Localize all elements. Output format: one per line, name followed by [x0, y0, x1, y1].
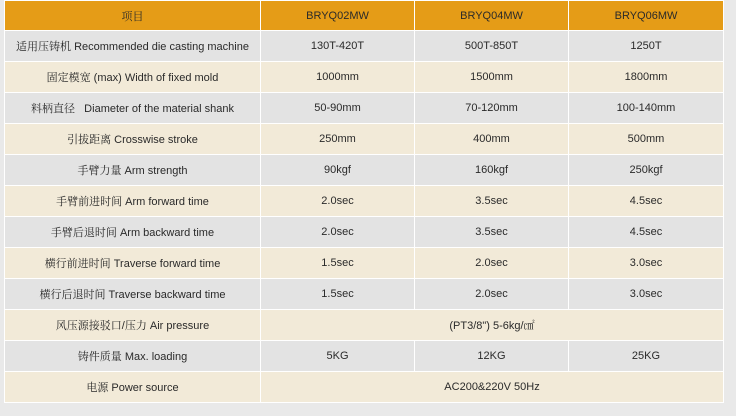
cell-value: 160kgf: [415, 155, 569, 186]
cell-value: 100-140mm: [569, 93, 724, 124]
cell-value: 4.5sec: [569, 217, 724, 248]
spec-table: [4, 0, 724, 403]
row-label: 适用压铸机 Recommended die casting machine: [5, 31, 261, 62]
header-model-2: BRYQ04MW: [415, 1, 569, 31]
cell-value: 5KG: [261, 341, 415, 372]
table-row: [5, 279, 724, 310]
cell-value: 1800mm: [569, 62, 724, 93]
table-row: [5, 186, 724, 217]
row-label: 料柄直径 Diameter of the material shank: [5, 93, 261, 124]
table-body: [5, 31, 724, 403]
row-label: 铸件质量 Max. loading: [5, 341, 261, 372]
table-row: [5, 31, 724, 62]
cell-value: 2.0sec: [261, 217, 415, 248]
row-label: 手臂后退时间 Arm backward time: [5, 217, 261, 248]
cell-value: 1.5sec: [261, 279, 415, 310]
cell-value: 50-90mm: [261, 93, 415, 124]
table-row: [5, 248, 724, 279]
cell-value: 4.5sec: [569, 186, 724, 217]
cell-value-merged: AC200&220V 50Hz: [261, 372, 724, 403]
table-row: [5, 372, 724, 403]
cell-value: 3.0sec: [569, 279, 724, 310]
table-row: [5, 341, 724, 372]
header-item: 项目: [5, 1, 261, 31]
row-label: 固定模宽 (max) Width of fixed mold: [5, 62, 261, 93]
cell-value: 12KG: [415, 341, 569, 372]
cell-value: 3.0sec: [569, 248, 724, 279]
cell-value: 3.5sec: [415, 217, 569, 248]
cell-value: 250kgf: [569, 155, 724, 186]
table-row: [5, 93, 724, 124]
cell-value: 1500mm: [415, 62, 569, 93]
cell-value: 250mm: [261, 124, 415, 155]
row-label: 引拔距离 Crosswise stroke: [5, 124, 261, 155]
cell-value: 1000mm: [261, 62, 415, 93]
cell-value: 2.0sec: [261, 186, 415, 217]
table-row: [5, 217, 724, 248]
row-label: 横行前进时间 Traverse forward time: [5, 248, 261, 279]
table-row: [5, 310, 724, 341]
cell-value: 500mm: [569, 124, 724, 155]
row-label: 手臂前进时间 Arm forward time: [5, 186, 261, 217]
table-row: [5, 62, 724, 93]
row-label: 手臂力量 Arm strength: [5, 155, 261, 186]
header-model-3: BRYQ06MW: [569, 1, 724, 31]
cell-value: 25KG: [569, 341, 724, 372]
cell-value: 1250T: [569, 31, 724, 62]
cell-value-merged: (PT3/8") 5-6kg/㎠: [261, 310, 724, 341]
cell-value: 70-120mm: [415, 93, 569, 124]
row-label: 电源 Power source: [5, 372, 261, 403]
cell-value: 500T-850T: [415, 31, 569, 62]
header-model-1: BRYQ02MW: [261, 1, 415, 31]
cell-value: 2.0sec: [415, 248, 569, 279]
cell-value: 130T-420T: [261, 31, 415, 62]
table-row: [5, 155, 724, 186]
cell-value: 400mm: [415, 124, 569, 155]
cell-value: 2.0sec: [415, 279, 569, 310]
header-row: [5, 1, 724, 31]
cell-value: 3.5sec: [415, 186, 569, 217]
row-label: 风压源接驳口/压力 Air pressure: [5, 310, 261, 341]
cell-value: 1.5sec: [261, 248, 415, 279]
cell-value: 90kgf: [261, 155, 415, 186]
table-header: [5, 1, 724, 31]
table-row: [5, 124, 724, 155]
row-label: 横行后退时间 Traverse backward time: [5, 279, 261, 310]
